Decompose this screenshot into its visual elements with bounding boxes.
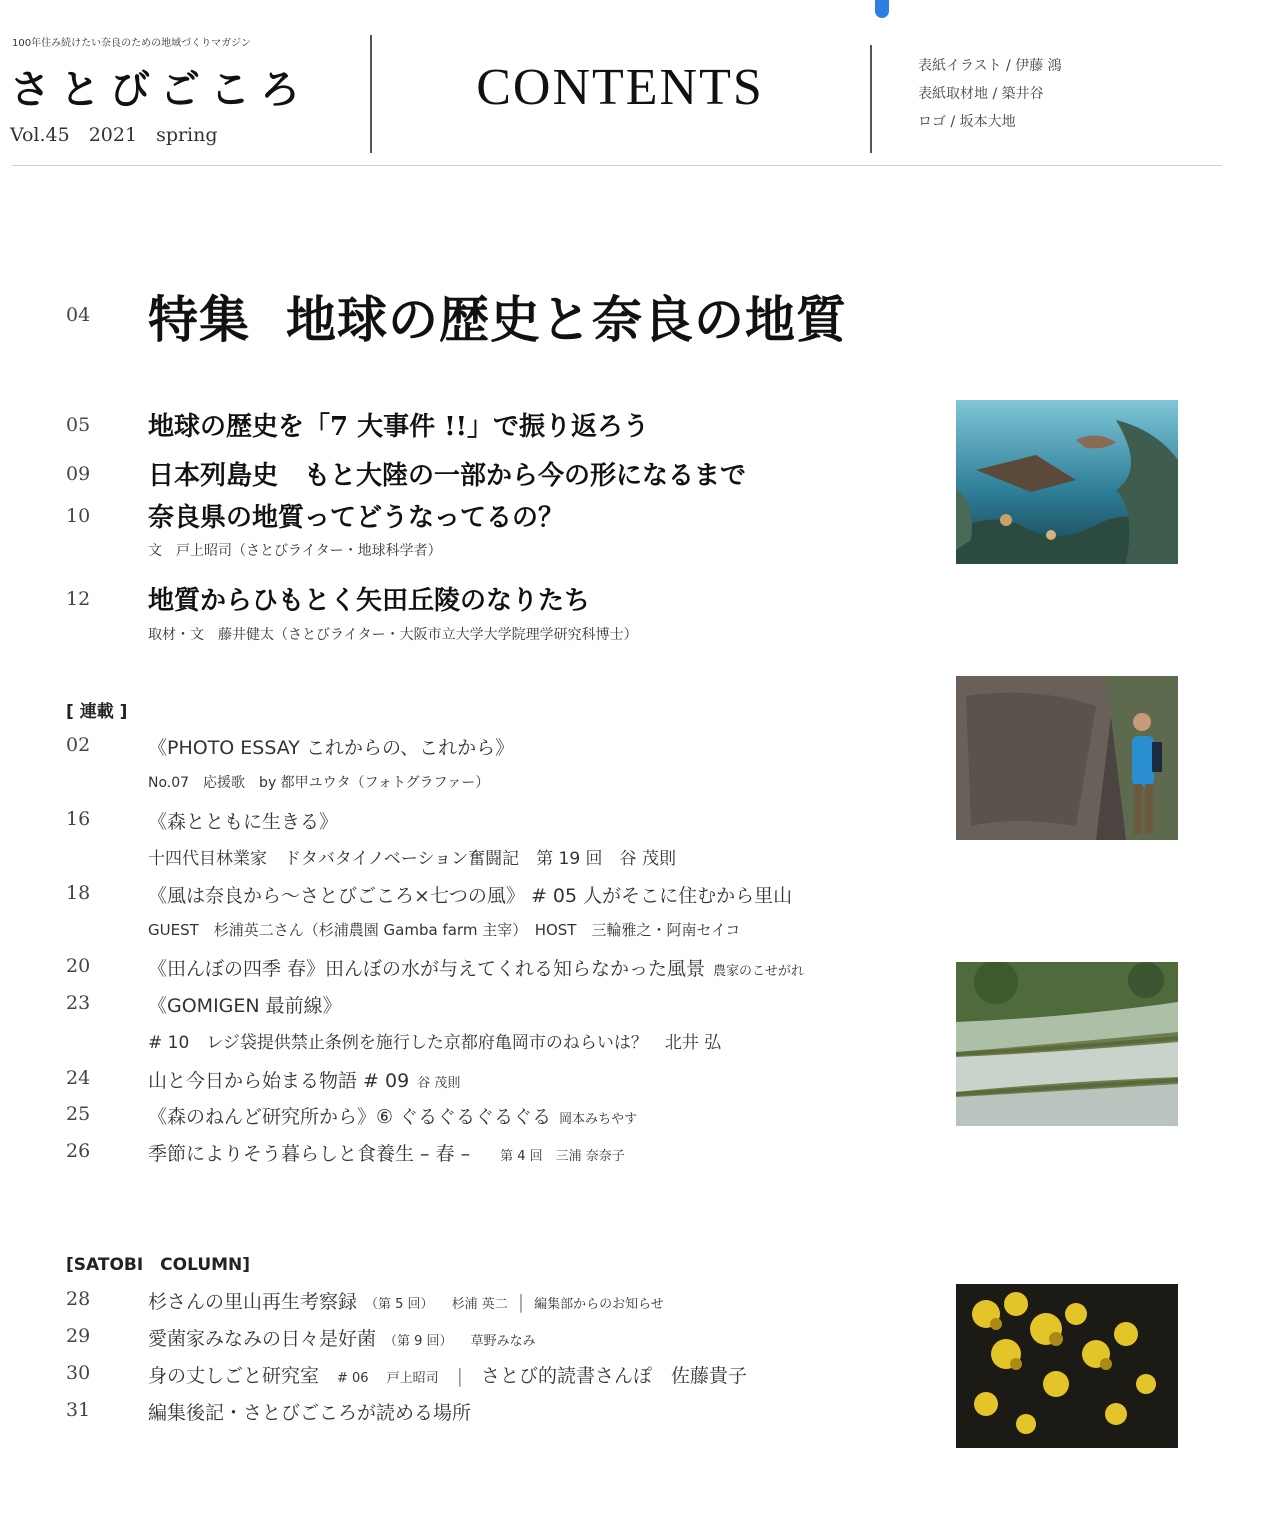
- column-heading: [SATOBI COLUMN]: [66, 1255, 251, 1275]
- column-title[interactable]: 杉さんの里山再生考察録 （第 5 回） 杉浦 英二 | 編集部からのお知らせ: [148, 1291, 664, 1313]
- serial-title[interactable]: [148, 1102, 637, 1129]
- serial-heading: [ 連載 ]: [66, 702, 128, 722]
- article-page-number: 09: [66, 463, 91, 485]
- serial-page-number: 23: [66, 992, 91, 1014]
- column-issue: # 06: [337, 1371, 369, 1386]
- rice-terrace-photo: [956, 962, 1178, 1126]
- serial-page-number: 18: [66, 882, 91, 904]
- yellow-flowers-photo: [956, 1284, 1178, 1448]
- column-page-number: 29: [66, 1325, 91, 1347]
- article-page-number: 05: [66, 414, 91, 436]
- serial-author: 谷 茂則: [417, 1076, 461, 1091]
- serial-author: 第 4 回 三浦 奈奈子: [500, 1149, 625, 1164]
- serial-title-text: 《田んぼの四季 春》田んぼの水が与えてくれる知らなかった風景: [148, 958, 706, 980]
- credit-illustration: 表紙イラスト / 伊藤 鴻: [918, 58, 1062, 74]
- serial-title[interactable]: 《森とともに生きる》: [148, 811, 339, 833]
- column-title[interactable]: [148, 1324, 536, 1351]
- column-issue: （第 9 回）: [384, 1334, 453, 1349]
- article-credit: 文 戸上昭司（さとびライター・地球科学者）: [148, 543, 442, 559]
- magazine-tagline: 100年住み続けたい奈良のための地域づくりマガジン: [12, 38, 251, 49]
- serial-title[interactable]: 《PHOTO ESSAY これからの、これから》: [148, 737, 515, 759]
- column-page-number: 31: [66, 1399, 91, 1421]
- serial-title[interactable]: 《風は奈良から～さとびごころ×七つの風》 # 05 人がそこに住むから里山: [148, 885, 793, 907]
- column-extra: 編集部からのお知らせ: [534, 1297, 664, 1312]
- serial-page-number: 25: [66, 1103, 91, 1125]
- serial-title[interactable]: [148, 1066, 460, 1093]
- header-divider: [870, 45, 872, 153]
- column-author: 草野みなみ: [470, 1334, 536, 1349]
- column-title[interactable]: 身の丈しごと研究室 # 06 戸上昭司 | さとび的読書さんぽ 佐藤貴子: [148, 1365, 748, 1387]
- article-title[interactable]: 地球の歴史を「7 大事件 !!」で振り返ろう: [148, 412, 650, 442]
- column-title-text: 杉さんの里山再生考察録: [148, 1291, 358, 1313]
- serial-page-number: 20: [66, 955, 91, 977]
- column-title[interactable]: 編集後記・さとびごころが読める場所: [148, 1402, 472, 1424]
- serial-author: 農家のこせがれ: [713, 964, 805, 979]
- column-issue: （第 5 回）: [365, 1297, 434, 1312]
- article-credit: 取材・文 藤井健太（さとびライター・大阪市立大学大学院理学研究科博士）: [148, 627, 638, 643]
- serial-subtitle: GUEST 杉浦英二さん（杉浦農園 Gamba farm 主宰） HOST 三輪雅之・阿南セイコ: [148, 921, 741, 939]
- magazine-logo: さとびごころ: [10, 67, 310, 113]
- article-title[interactable]: 奈良県の地質ってどうなってるの？: [148, 503, 565, 533]
- column-extra: さとび的読書さんぽ 佐藤貴子: [481, 1365, 748, 1387]
- article-title[interactable]: 地質からひもとく矢田丘陵のなりたち: [148, 586, 591, 616]
- serial-subtitle: No.07 応援歌 by 都甲ユウタ（フォトグラファー）: [148, 775, 490, 791]
- column-author: 杉浦 英二: [451, 1297, 508, 1312]
- issue-volume: Vol.45 2021 spring: [10, 124, 218, 146]
- serial-page-number: 24: [66, 1067, 91, 1089]
- feature-page-number: 04: [66, 304, 91, 326]
- column-page-number: 28: [66, 1288, 91, 1310]
- serial-title[interactable]: 《GOMIGEN 最前線》: [148, 995, 342, 1017]
- serial-title[interactable]: [148, 1139, 625, 1166]
- feature-title[interactable]: [148, 280, 847, 352]
- serial-title[interactable]: [148, 954, 804, 981]
- article-title[interactable]: 日本列島史 もと大陸の一部から今の形になるまで: [148, 461, 747, 491]
- feature-heading: 地球の歴史と奈良の地質: [286, 290, 847, 349]
- column-title-text: 愛菌家みなみの日々是好菌: [148, 1328, 377, 1350]
- credit-location: 表紙取材地 / 築井谷: [918, 86, 1044, 102]
- article-page-number: 10: [66, 505, 91, 527]
- column-page-number: 30: [66, 1362, 91, 1384]
- serial-title-text: 山と今日から始まる物語 # 09: [148, 1070, 410, 1092]
- feature-label: 特集: [148, 290, 250, 349]
- serial-page-number: 02: [66, 734, 91, 756]
- column-author: 戸上昭司: [386, 1371, 439, 1386]
- serial-subtitle: 十四代目林業家 ドタバタイノベーション奮闘記 第 19 回 谷 茂則: [148, 849, 676, 869]
- serial-author: 岡本みちやす: [559, 1112, 638, 1127]
- credit-logo: ロゴ / 坂本大地: [918, 114, 1016, 130]
- page-title: CONTENTS: [476, 59, 764, 116]
- serial-title-text: 季節によりそう暮らしと食養生 – 春 –: [148, 1143, 471, 1165]
- serial-subtitle: # 10 レジ袋提供禁止条例を施行した京都府亀岡市のねらいは？ 北井 弘: [148, 1033, 722, 1053]
- header-rule: [12, 165, 1222, 166]
- serial-page-number: 16: [66, 808, 91, 830]
- underwater-illustration-image: [956, 400, 1178, 564]
- scroll-indicator[interactable]: [875, 0, 889, 18]
- serial-title-text: 《森のねんど研究所から》⑥ ぐるぐるぐるぐる: [148, 1106, 552, 1128]
- serial-page-number: 26: [66, 1140, 91, 1162]
- cover-credits: [918, 52, 1062, 136]
- article-page-number: 12: [66, 588, 91, 610]
- column-title-text: 身の丈しごと研究室: [148, 1365, 320, 1387]
- hiker-rock-photo: [956, 676, 1178, 840]
